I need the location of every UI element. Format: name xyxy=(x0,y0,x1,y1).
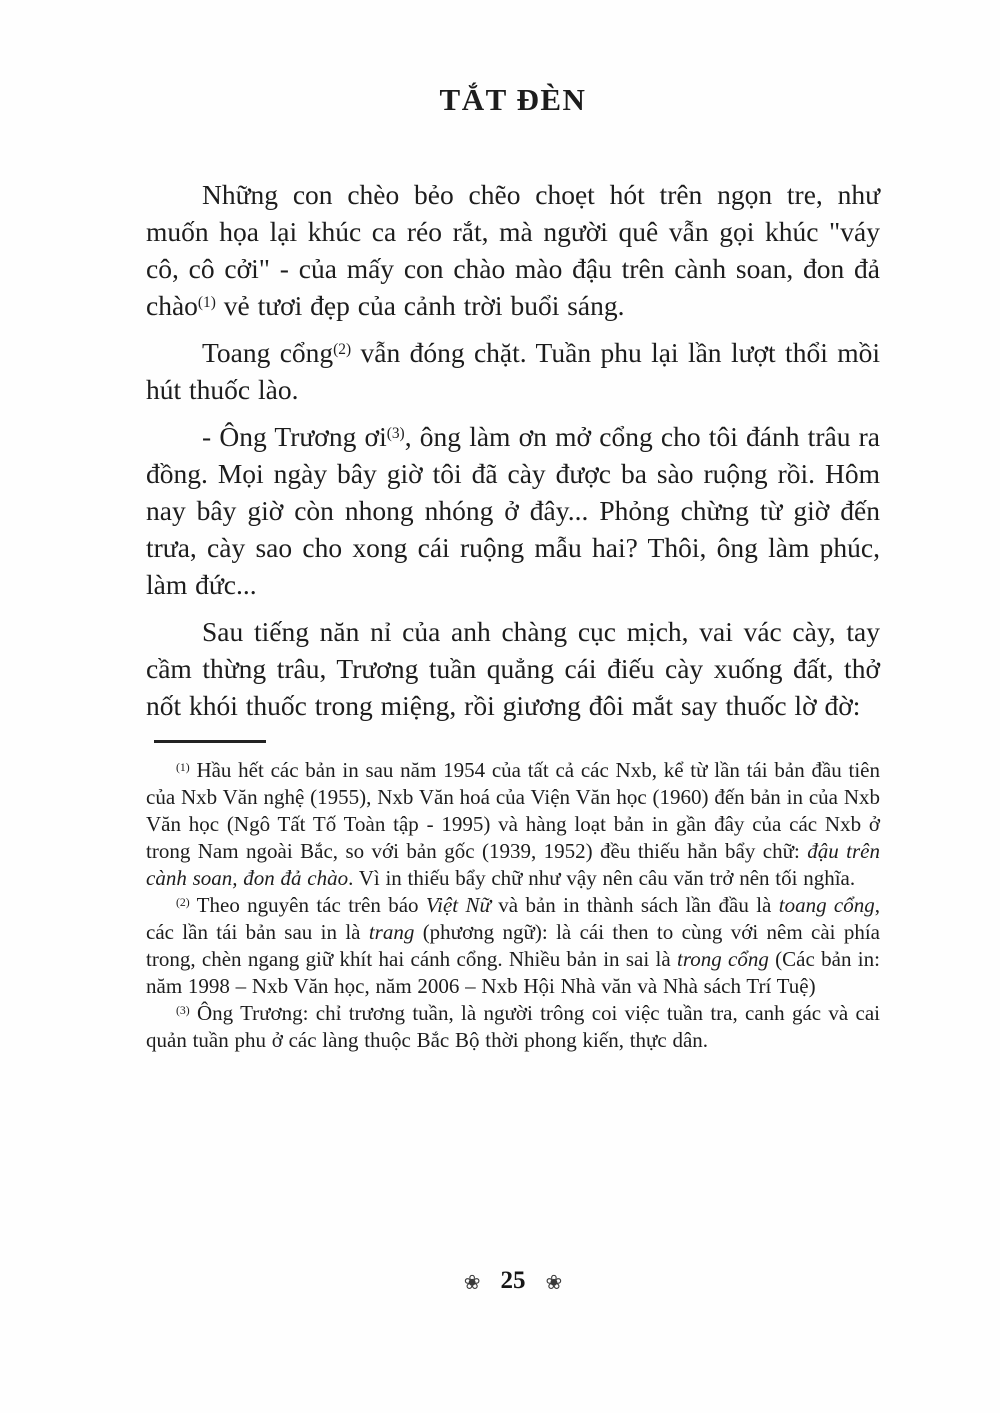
text-segment: Toang cổng xyxy=(202,337,334,368)
text-segment: Theo nguyên tác trên báo xyxy=(189,893,426,917)
body-text xyxy=(146,176,880,724)
page-number: 25 xyxy=(500,1267,526,1294)
text-segment: , các lần tái bản sau in là xyxy=(146,893,880,944)
footnote-reference: (3) xyxy=(386,425,405,442)
italic-text: trong cổng xyxy=(676,947,769,971)
paragraph-1 xyxy=(146,176,880,324)
text-segment: (Các bản in: năm 1998 – Nxb Văn học, năm 2006 – Nxb Hội Nhà văn và Nhà sách Trí Tuệ) xyxy=(146,947,880,998)
footnote-1 xyxy=(146,757,880,892)
footnote-2 xyxy=(146,892,880,1000)
text-segment: , ông làm ơn mở cổng cho tôi đánh trâu ra đồng. Mọi ngày bây giờ tôi đã cày được ba sào ruộng rồi. Hôm nay bây giờ còn nhong nhóng ở đây... Phỏng chừng từ giờ đến trưa, cày sao cho xong cái ruộng mẫu hai? Thôi, ông làm phúc, làm đức... xyxy=(146,421,880,600)
footnote-3 xyxy=(146,1000,880,1054)
paragraph-4 xyxy=(146,613,880,724)
paragraph-3 xyxy=(146,418,880,603)
text-segment: (phương ngữ): là cái then to cùng với nêm cài phía trong, chèn ngang giữ khít hai cánh cổng. Nhiều bản in sai là xyxy=(146,920,880,971)
page-footer xyxy=(146,1267,880,1295)
footnote-reference: (1) xyxy=(176,760,190,774)
footnote-separator xyxy=(154,740,266,743)
text-segment: vẫn đóng chặt. Tuần phu lại lần lượt thổi mồi hút thuốc lào. xyxy=(146,337,880,405)
footnote-reference: (1) xyxy=(197,294,216,311)
text-segment: Ông Trương: chỉ trương tuần, là người trông coi việc tuần tra, canh gác và cai quản tuần phu ở các làng thuộc Bắc Bộ thời phong kiến, thực dân. xyxy=(146,1001,880,1052)
text-segment: và bản in thành sách lần đầu là xyxy=(490,893,779,917)
text-segment: Hầu hết các bản in sau năm 1954 của tất cả các Nxb, kể từ lần tái bản đầu tiên của Nxb Văn nghệ (1955), Nxb Văn hoá của Viện Văn học (1960) đến bản in của Nxb Văn học (Ngô Tất Tố Toàn tập - 1995) và hàng loạt bản in gần đây của các Nxb ở trong Nam ngoài Bắc, so với bản gốc (1939, 1952) đều thiếu hẳn bẩy chữ: xyxy=(146,758,880,863)
text-segment: . Vì in thiếu bẩy chữ như vậy nên câu văn trở nên tối nghĩa. xyxy=(348,866,856,890)
flower-ornament-left: ❀ xyxy=(463,1270,481,1294)
footnotes xyxy=(146,757,880,1054)
text-segment: Những con chèo bẻo chẽo choẹt hót trên ngọn tre, như muốn họa lại khúc ca réo rắt, mà người quê vẫn gọi khúc "váy cô, cô cởi" - của mấy con chào mào đậu trên cành soan, đon đả chào xyxy=(146,179,880,321)
text-segment: vẻ tươi đẹp của cảnh trời buổi sáng. xyxy=(215,290,625,321)
text-segment: - Ông Trương ơi xyxy=(202,421,387,452)
italic-text: đậu trên cành soan, đon đả chào xyxy=(146,839,880,890)
paragraph-2 xyxy=(146,334,880,408)
text-segment: Sau tiếng năn nỉ của anh chàng cục mịch, vai vác cày, tay cầm thừng trâu, Trương tuần quẳng cái điếu cày xuống đất, thở nốt khói thuốc trong miệng, rồi giương đôi mắt say thuốc lờ đờ: xyxy=(146,616,880,721)
italic-text: toang cổng xyxy=(778,893,875,917)
flower-ornament-right: ❀ xyxy=(545,1270,563,1294)
italic-text: trang xyxy=(368,920,415,944)
footnote-reference: (2) xyxy=(176,895,190,909)
footnote-reference: (3) xyxy=(176,1003,190,1017)
page-title: TẮT ĐÈN xyxy=(439,82,587,117)
italic-text: Việt Nữ xyxy=(425,893,491,917)
footnote-reference: (2) xyxy=(333,341,352,358)
